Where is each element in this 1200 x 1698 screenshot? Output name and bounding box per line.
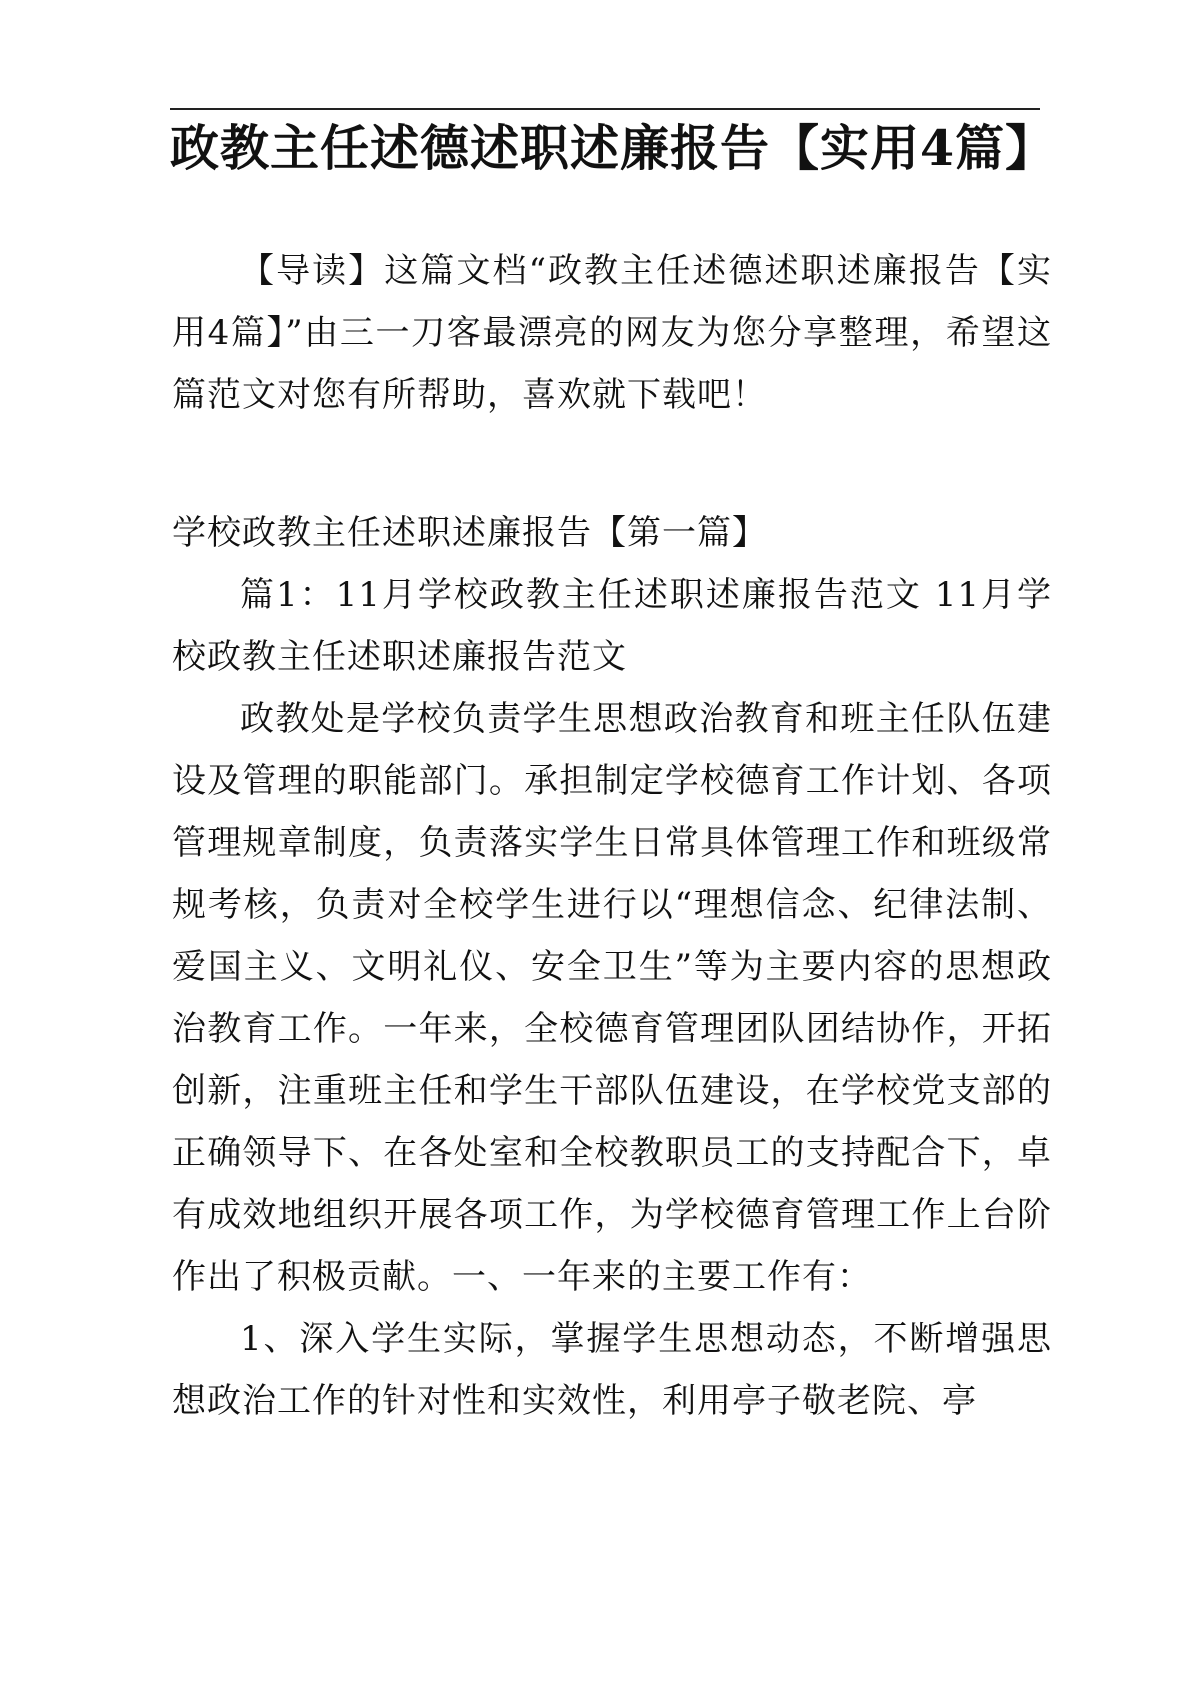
body-paragraph-1: 篇1：11月学校政教主任述职述廉报告范文 11月学校政教主任述职述廉报告范文 xyxy=(172,575,1052,677)
top-rule xyxy=(170,108,1040,110)
document-title: 政教主任述德述职述廉报告【实用4篇】 xyxy=(170,119,1056,177)
section-title: 学校政教主任述职述廉报告【第一篇】 xyxy=(172,513,767,553)
document-body xyxy=(172,240,1052,1432)
body-paragraph-2: 政教处是学校负责学生思想政治教育和班主任队伍建设及管理的职能部门。承担制定学校德育工作计划、各项管理规章制度，负责落实学生日常具体管理工作和班级常规考核，负责对全校学生进行以“理想信念、纪律法制、爱国主义、文明礼仪、安全卫生”等为主要内容的思想政治教育工作。一年来，全校德育管理团队团结协作，开拓创新，注重班主任和学生干部队伍建设，在学校党支部的正确领导下、在各处室和全校教职员工的支持配合下，卓有成效地组织开展各项工作，为学校德育管理工作上台阶作出了积极贡献。一、一年来的主要工作有： xyxy=(172,699,1052,1297)
spacer xyxy=(172,426,1052,502)
intro-paragraph: 【导读】这篇文档“政教主任述德述职述廉报告【实用4篇】”由三一刀客最漂亮的网友为您分享整理，希望这篇范文对您有所帮助，喜欢就下载吧！ xyxy=(172,251,1052,415)
body-paragraph-3: 1、深入学生实际，掌握学生思想动态，不断增强思想政治工作的针对性和实效性，利用亭子敬老院、亭 xyxy=(172,1319,1052,1421)
